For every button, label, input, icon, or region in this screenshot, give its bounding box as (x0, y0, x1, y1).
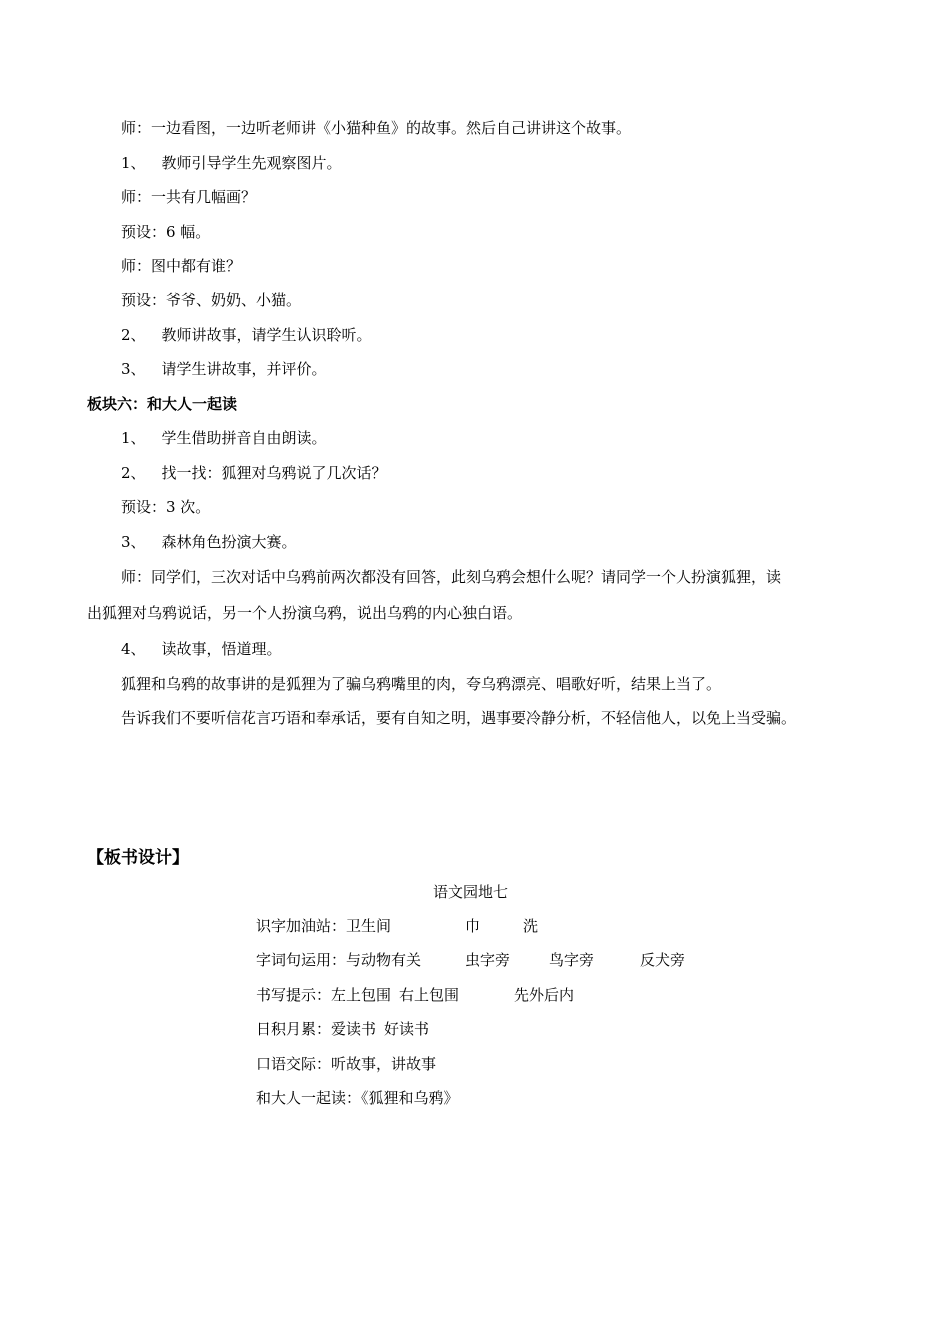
row-item: 左上包围 (331, 986, 392, 1004)
board-row-writing (256, 985, 459, 1005)
board-row-literacy (256, 916, 391, 936)
paragraph-story-lesson: 告诉我们不要听信花言巧语和奉承话，要有自知之明，遇事要冷静分析，不轻信他人，以免上当受骗。 (121, 709, 797, 727)
row-item: 爱读书 (331, 1020, 377, 1038)
paragraph-question-who: 师：图中都有谁？ (121, 257, 242, 275)
list-item-student-story (121, 359, 327, 379)
section-heading-six: 板块六：和大人一起读 (87, 395, 238, 413)
row-item: 与动物有关 (346, 951, 422, 969)
list-item-find (121, 463, 387, 483)
board-row-words-b: 虫字旁 (465, 951, 511, 969)
paragraph-question-pictures: 师：一共有几幅画？ (121, 188, 257, 206)
board-row-literacy-c: 洗 (523, 917, 539, 935)
board-row-accumulate (256, 1019, 429, 1039)
board-row-speaking: 口语交际：听故事，讲故事 (256, 1055, 437, 1073)
list-text: 教师引导学生先观察图片。 (161, 154, 342, 172)
list-number: 3、 (121, 533, 146, 551)
list-item-observe (121, 153, 342, 173)
paragraph-story-summary: 狐狸和乌鸦的故事讲的是狐狸为了骗乌鸦嘴里的肉，夸乌鸦漂亮、唱歌好听，结果上当了。 (121, 675, 722, 693)
list-item-role-play (121, 532, 297, 552)
row-item: 卫生间 (346, 917, 392, 935)
list-number: 1、 (121, 154, 146, 172)
list-text: 找一找：狐狸对乌鸦说了几次话？ (161, 464, 387, 482)
list-number: 2、 (121, 464, 146, 482)
paragraph-teacher-intro: 师：一边看图，一边听老师讲《小猫种鱼》的故事。然后自己讲讲这个故事。 (121, 119, 632, 137)
paragraph-role-play-b: 出狐狸对乌鸦说话，另一个人扮演乌鸦，说出乌鸦的内心独白语。 (87, 604, 523, 622)
list-text: 森林角色扮演大赛。 (161, 533, 297, 551)
board-subtitle: 语文园地七 (433, 883, 509, 901)
board-row-words (256, 950, 421, 970)
list-text: 学生借助拼音自由朗读。 (161, 429, 327, 447)
list-number: 1、 (121, 429, 146, 447)
board-row-literacy-b: 巾 (465, 917, 481, 935)
list-number: 4、 (121, 640, 146, 658)
board-row-writing-c: 先外后内 (514, 986, 575, 1004)
row-label: 字词句运用： (256, 951, 347, 969)
list-item-teacher-story (121, 325, 372, 345)
list-number: 3、 (121, 360, 146, 378)
board-row-words-c: 鸟字旁 (549, 951, 595, 969)
list-text: 教师讲故事，请学生认识聆听。 (161, 326, 372, 344)
paragraph-preset-pictures: 预设：6 幅。 (121, 223, 211, 241)
row-label: 日积月累： (256, 1020, 332, 1038)
board-row-reading: 和大人一起读：《狐狸和乌鸦》 (256, 1089, 459, 1107)
list-item-moral (121, 639, 282, 659)
list-text: 请学生讲故事，并评价。 (161, 360, 327, 378)
list-text: 读故事，悟道理。 (161, 640, 282, 658)
board-row-words-d: 反犬旁 (640, 951, 686, 969)
row-item: 右上包围 (399, 986, 460, 1004)
paragraph-preset-times: 预设：3 次。 (121, 498, 211, 516)
row-label: 识字加油站： (256, 917, 347, 935)
paragraph-preset-who: 预设：爷爷、奶奶、小猫。 (121, 291, 302, 309)
row-label: 书写提示： (256, 986, 332, 1004)
list-item-pinyin-reading (121, 428, 327, 448)
row-item: 好读书 (384, 1020, 430, 1038)
board-design-title: 【板书设计】 (87, 848, 189, 868)
paragraph-role-play-a: 师：同学们，三次对话中乌鸦前两次都没有回答，此刻乌鸦会想什么呢？请同学一个人扮演狐狸，读 (121, 568, 782, 586)
list-number: 2、 (121, 326, 146, 344)
